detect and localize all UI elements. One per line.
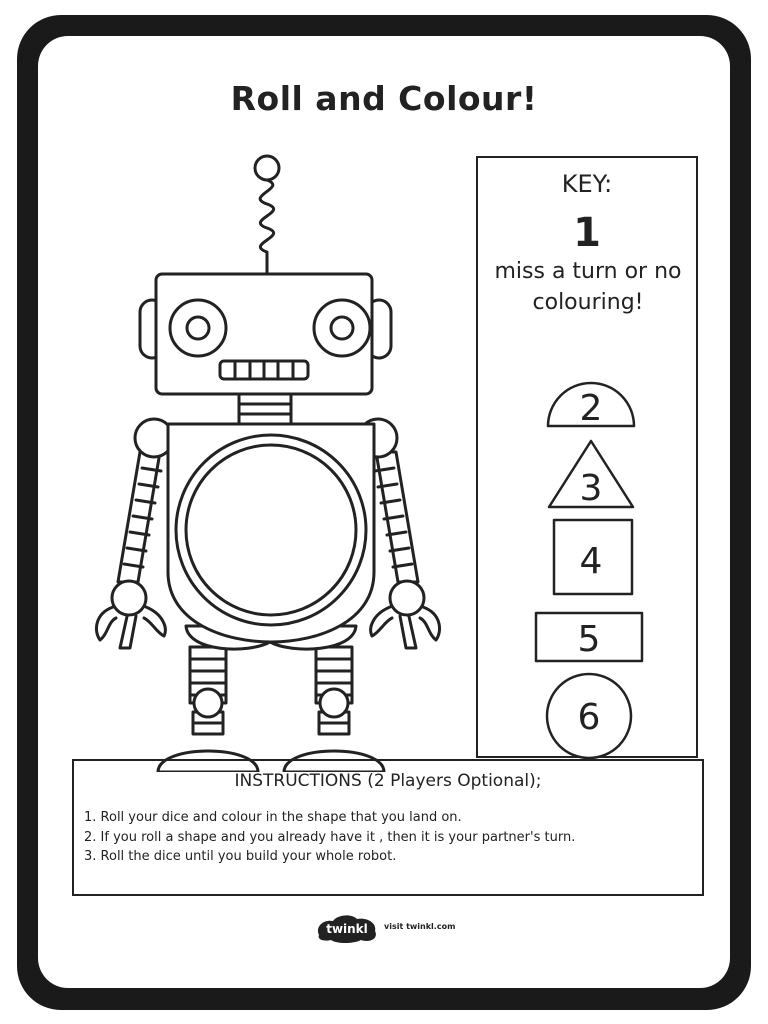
key-number-2: 2 [579, 388, 603, 429]
chest-inner-circle [186, 445, 356, 615]
key-shape-circle [547, 674, 631, 758]
key-number-1: 1 [573, 210, 601, 256]
key-number-3: 3 [579, 468, 603, 509]
instruction-step: 2. If you roll a shape and you already have it , then it is your partner's turn. [84, 829, 576, 845]
key-heading: KEY: [561, 170, 613, 198]
worksheet [38, 36, 730, 988]
footer-link[interactable]: visit twinkl.com [384, 922, 456, 931]
page-frame [17, 15, 751, 1010]
robot-mouth [220, 361, 308, 379]
antenna [255, 156, 279, 276]
right-arm [371, 452, 440, 648]
robot-illustration [58, 132, 458, 772]
instructions-list [84, 808, 694, 867]
key-shape-rectangle [536, 613, 642, 661]
instructions-box [72, 759, 704, 896]
key-number-6: 6 [577, 697, 601, 738]
left-arm [96, 452, 165, 648]
twinkl-logo-text: twinkl [326, 922, 368, 936]
key-number-5: 5 [577, 619, 601, 660]
key-shape-semicircle [548, 383, 634, 429]
key-shapes [478, 158, 700, 760]
instructions-heading: INSTRUCTIONS (2 Players Optional); [234, 771, 542, 791]
twinkl-logo[interactable] [315, 913, 381, 943]
key-shape-triangle [549, 441, 633, 509]
key-number-4: 4 [579, 541, 603, 582]
key-panel [476, 156, 698, 758]
instruction-step: 1. Roll your dice and colour in the shape that you land on. [84, 810, 462, 825]
left-leg [158, 647, 258, 772]
instruction-step: 3. Roll the dice until you build your whole robot. [84, 849, 397, 864]
right-leg [284, 647, 384, 772]
page-title: Roll and Colour! [230, 79, 538, 118]
key-1-description: miss a turn or no colouring! [494, 259, 682, 315]
neck [239, 394, 291, 424]
key-shape-square [554, 520, 632, 594]
